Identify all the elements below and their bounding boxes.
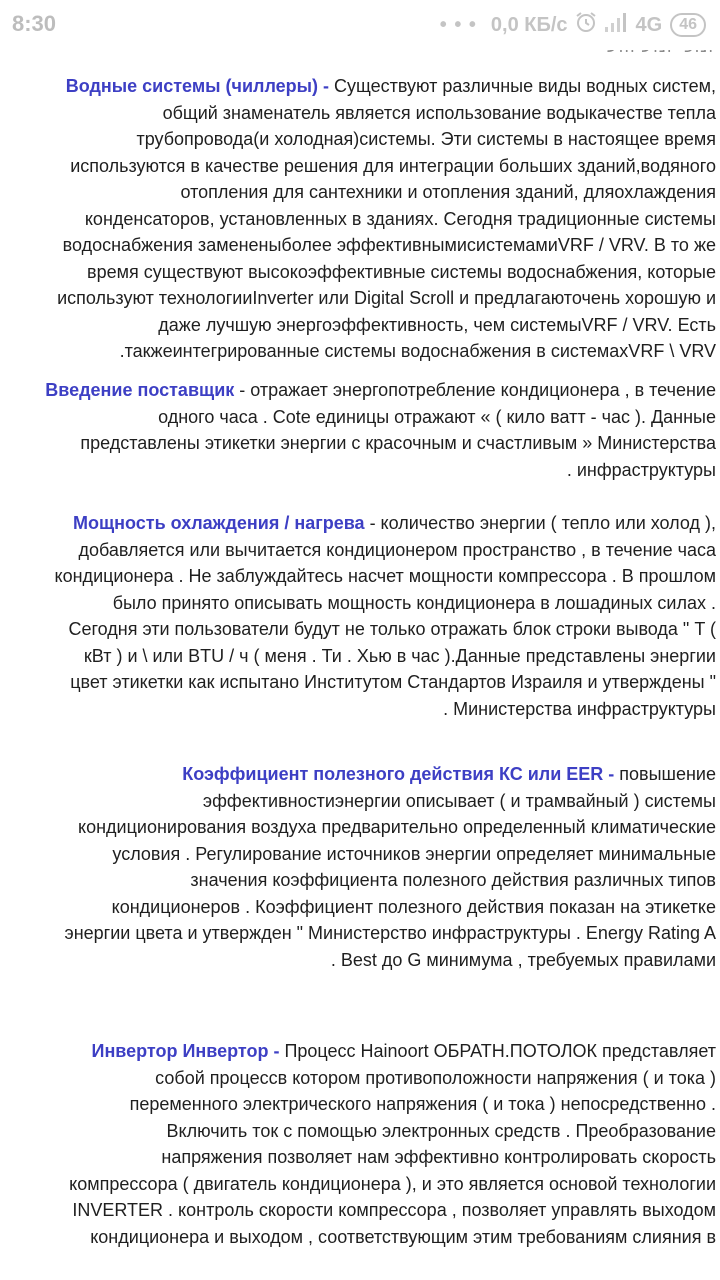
paragraph-capacity: Мощность охлаждения / нагрева - количество энергии ( тепло или холод ), добавляется или вычитается кондиционером пространство , в течение часа кондиционера . Не заблуждайтесь насчет мощности компрессора . В прошлом было принято описывать мощность кондиционера в лошадиных силах . Сегодня эти пользователи будут не только отражать блок строки вывода " T ( кВт ) и \ или BTU / ч ( меня . Ти . Хью в час ).Данные представлены энергии цвет этикетки как испытано Институтом Стандартов Израиля и утверждены " . Министерства инфраструктуры: [54, 513, 716, 719]
status-bar: [0, 0, 720, 50]
term-water-systems: Водные системы (чиллеры) -: [65, 76, 330, 96]
notification-dots: • • •: [439, 13, 477, 36]
paragraph-eer: Коэффициент полезного действия КС или EER - повышение эффективностиэнергии описывает ( и трамвайный ) системы кондиционирования воздуха предварительно определенный климатические условия . Регулирование источников энергии определяет минимальные значения коэффициента полезного действия различных типов кондиционеров . Коэффициент полезного действия показан на этикетке энергии цвета и утвержден " Министерство инфраструктуры . Energy Rating A . Best до G минимума , требуемых правилами: [64, 764, 716, 970]
status-time: 8:30: [12, 11, 57, 36]
paragraph-inverter: Инвертор Инвертор - Процесс Hainoort ОБРАТН.ПОТОЛОК представляет собой процессв котором противоположности напряжения ( и тока ) переменного электрического напряжения ( и тока ) непосредственно . Включить ток с помощью электронных средств . Преобразование напряжения позволяет нам эффективно контролировать скорость компрессора ( двигатель кондиционера ), и это является основой технологии INVERTER . контроль скорости компрессора , позволяет управлять выходом кондиционера и выходом , соответствующим этим требованиям слияния в: [69, 1041, 716, 1247]
paragraph-water-systems: Водные системы (чиллеры) - Существуют различные виды водных систем, общий знаменатель является использование водыкачестве тепла трубопровода(и холодная)системы. Эти системы в настоящее время используются в качестве решения для интеграции больших зданий,водяного отопления для сантехники и отопления зданий, дляохлаждения конденсаторов, установленных в зданиях. Сегодня традиционные системы водоснабжения замененыболее эффективнымисистемамиVRF / VRV. В то же время существуют высокоэффективные системы водоснабжения, которые используют технологииInverter или Digital Scroll и предлагаюточень хорошую и даже лучшую энергоэффективность, чем системыVRF / VRV. Есть .такжеинтегрированные системы водоснабжения в системахVRF \ VRV: [57, 76, 716, 361]
battery-indicator: 46: [670, 13, 706, 37]
term-eer: Коэффициент полезного действия КС или EER -: [182, 764, 615, 784]
paragraph-supplier: Введение поставщик - отражает энергопотребление кондиционера , в течение одного часа . Cote единицы отражают « ( кило ватт - час ). Данные представлены этикетки энергии с красочным и счастливым » Министерства . инфраструктуры: [45, 380, 716, 480]
term-supplier: Введение поставщик: [45, 380, 235, 400]
term-capacity: Мощность охлаждения / нагрева: [72, 513, 365, 533]
network-type: 4G: [635, 13, 663, 36]
status-indicators: [440, 10, 706, 40]
signal-icon: [604, 11, 630, 39]
alarm-clock-icon: [574, 10, 598, 40]
term-inverter: Инвертор Инвертор -: [91, 1041, 280, 1061]
network-speed: 0,0 КБ/с: [490, 13, 568, 36]
